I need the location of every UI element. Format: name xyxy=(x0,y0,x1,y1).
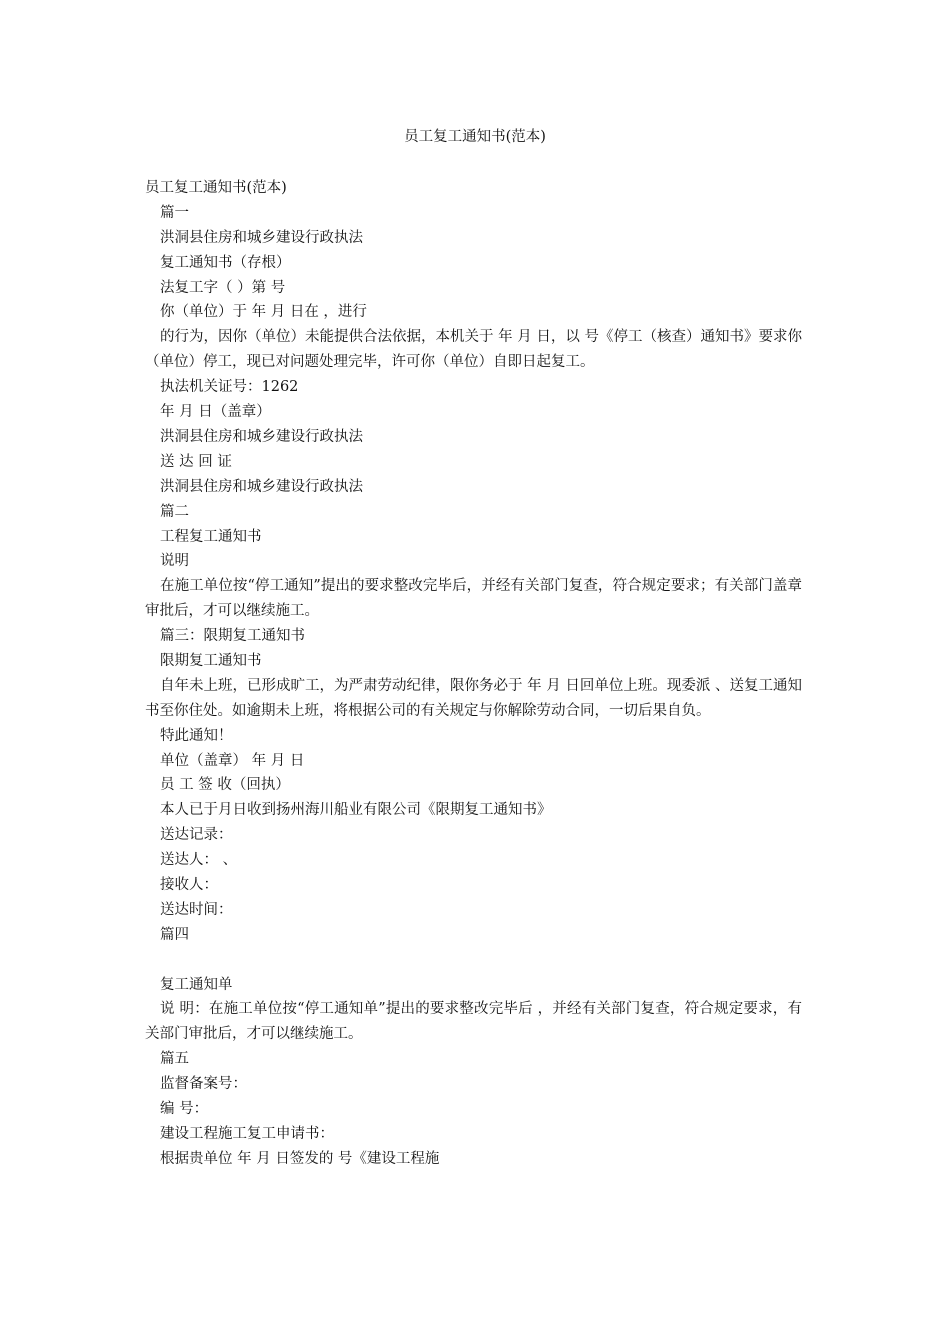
text-line: 本人已于月日收到扬州海川船业有限公司《限期复工通知书》 xyxy=(160,802,552,819)
text-line: 监督备案号： xyxy=(160,1076,247,1093)
text-line: 送达时间： xyxy=(160,901,233,918)
paragraph: 在施工单位按“停工通知”提出的要求整改完毕后，并经有关部门复查，符合规定要求；有关部门盖章审批后，才可以继续施工。 xyxy=(145,578,802,620)
text-line: 员 工 签 收（回执） xyxy=(160,777,290,794)
text-line: 复工通知书（存根） xyxy=(160,254,291,271)
text-line: 洪洞县住房和城乡建设行政执法 xyxy=(160,478,363,495)
text-line: 复工通知单 xyxy=(160,976,233,993)
text-line: 限期复工通知书 xyxy=(160,652,262,669)
blank-line xyxy=(145,948,802,973)
paragraph: 自年未上班，已形成旷工，为严肃劳动纪律，限你务必于 年 月 日回单位上班。现委派 、送复工通知书至你住处。如逾期未上班，将根据公司的有关规定与你解除劳动合同，一切后果自负。 xyxy=(145,677,802,719)
text-line: 单位（盖章） 年 月 日 xyxy=(160,752,305,769)
text-line: 根据贵单位 年 月 日签发的 号《建设工程施 xyxy=(160,1150,440,1167)
page-title: 员工复工通知书(范本) xyxy=(404,129,546,145)
text-line: 篇四 xyxy=(160,926,189,943)
text-line: 洪洞县住房和城乡建设行政执法 xyxy=(160,229,363,246)
text-line: 篇三：限期复工通知书 xyxy=(160,628,305,645)
paragraph: 说 明：在施工单位按“停工通知单”提出的要求整改完毕后 ，并经有关部门复查，符合规定要求，有关部门审批后，才可以继续施工。 xyxy=(145,1001,802,1043)
text-line: 接收人： xyxy=(160,877,218,894)
text-line: 编 号： xyxy=(160,1101,209,1118)
text-line: 建设工程施工复工申请书： xyxy=(160,1125,334,1142)
text-line: 篇二 xyxy=(160,503,189,520)
text-line: 送达记录： xyxy=(160,827,233,844)
text-line: 篇一 xyxy=(160,204,189,221)
text-line: 员工复工通知书(范本) xyxy=(145,180,287,196)
text-line: 法复工字（ ）第 号 xyxy=(160,279,286,296)
text-line: 洪洞县住房和城乡建设行政执法 xyxy=(160,428,363,445)
text-line: 你（单位）于 年 月 日在 ，进行 xyxy=(160,304,367,321)
text-line: 执法机关证号：1262 xyxy=(160,379,299,396)
text-line: 篇五 xyxy=(160,1051,189,1068)
document-body xyxy=(145,176,802,1172)
text-line: 送达人： 、 xyxy=(160,852,238,869)
text-line: 工程复工通知书 xyxy=(160,528,262,545)
text-line: 特此通知！ xyxy=(160,727,233,744)
paragraph: 的行为，因你（单位）未能提供合法依据，本机关于 年 月 日，以 号《停工（核查）通知书》要求你（单位）停工，现已对问题处理完毕，许可你（单位）自即日起复工。 xyxy=(145,329,802,371)
text-line: 送 达 回 证 xyxy=(160,453,232,470)
text-line: 年 月 日（盖章） xyxy=(160,404,271,421)
text-line: 说明 xyxy=(160,553,189,570)
